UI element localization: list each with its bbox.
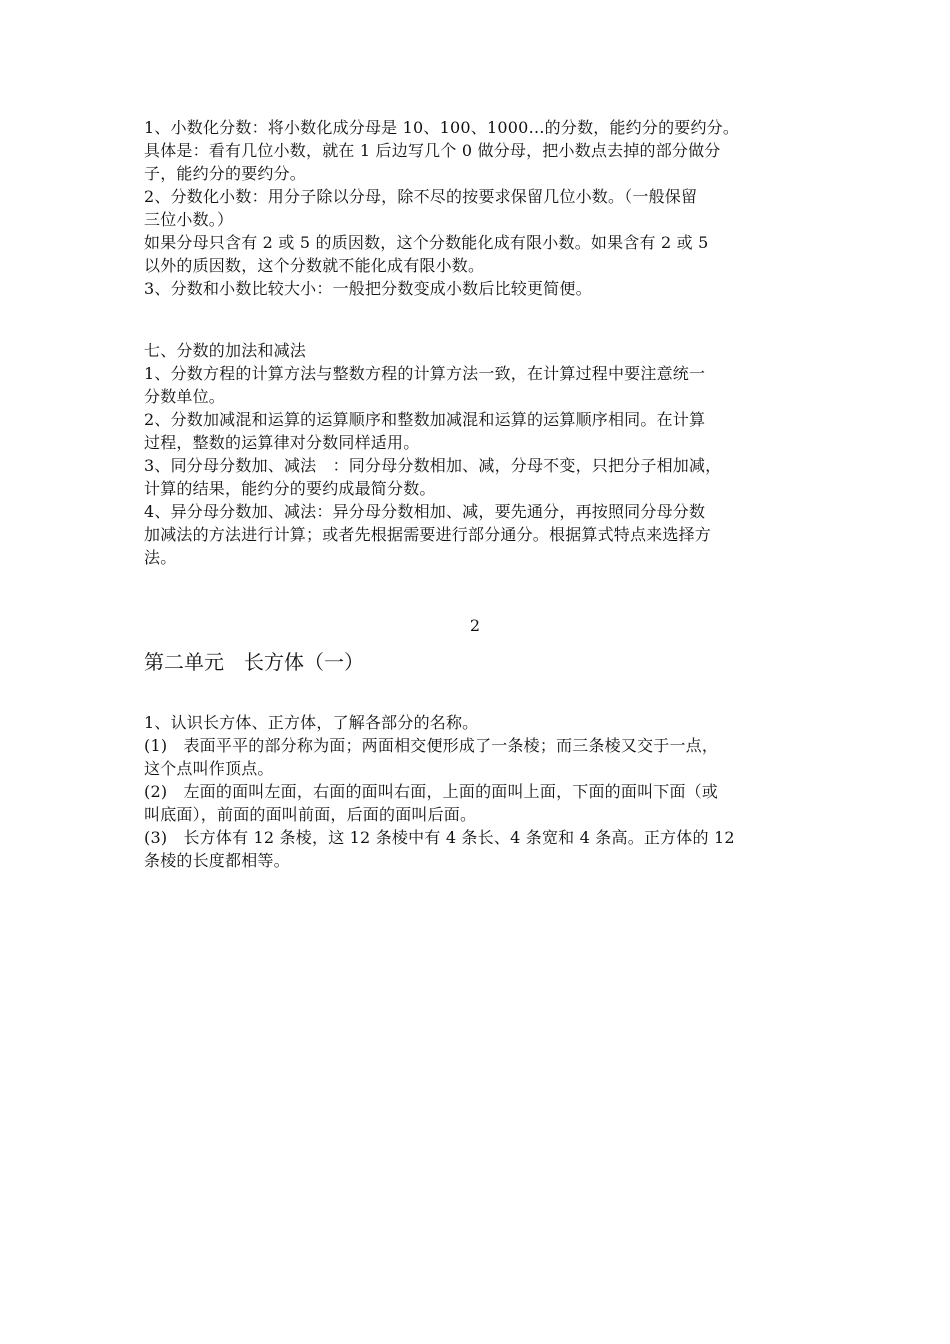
text-line: 分数单位。 bbox=[144, 387, 226, 406]
section-fraction-addition-subtraction bbox=[144, 339, 814, 569]
text-line: 计算的结果，能约分的要约成最简分数。 bbox=[144, 479, 436, 498]
text-line: 条棱的长度都相等。 bbox=[144, 851, 290, 870]
text-line: 2、分数化小数：用分子除以分母，除不尽的按要求保留几位小数。（一般保留 bbox=[144, 187, 698, 206]
text-line: 法。 bbox=[144, 548, 177, 567]
text-line: (1) 表面平平的部分称为面；两面相交便形成了一条棱；而三条棱又交于一点， bbox=[144, 736, 719, 755]
text-line: 叫底面），前面的面叫前面，后面的面叫后面。 bbox=[144, 805, 477, 824]
text-line: 1、分数方程的计算方法与整数方程的计算方法一致，在计算过程中要注意统一 bbox=[144, 364, 706, 383]
unit-heading: 第二单元 长方体（一） bbox=[144, 650, 364, 674]
text-line: 这个点叫作顶点。 bbox=[144, 759, 274, 778]
text-line: 1、小数化分数：将小数化成分母是 10、100、1000…的分数，能约分的要约分。 bbox=[144, 118, 740, 137]
text-line: 子，能约分的要约分。 bbox=[144, 164, 307, 183]
text-line: 过程，整数的运算律对分数同样适用。 bbox=[144, 433, 420, 452]
text-line: 3、同分母分数加、减法 ：同分母分数相加、减，分母不变，只把分子相加减， bbox=[144, 456, 722, 475]
text-line: 具体是：看有几位小数，就在 1 后边写几个 0 做分母，把小数点去掉的部分做分 bbox=[144, 141, 721, 160]
text-line: 加减法的方法进行计算；或者先根据需要进行部分通分。根据算式特点来选择方 bbox=[144, 525, 712, 544]
text-line: 以外的质因数，这个分数就不能化成有限小数。 bbox=[144, 256, 485, 275]
section-fraction-decimal-conversion bbox=[144, 116, 814, 300]
text-line: 4、异分母分数加、减法：异分母分数相加、减，要先通分，再按照同分母分数 bbox=[144, 502, 706, 521]
text-line: (2) 左面的面叫左面，右面的面叫右面，上面的面叫上面，下面的面叫下面（或 bbox=[144, 782, 719, 801]
section-title: 七、分数的加法和减法 bbox=[144, 341, 307, 360]
text-line: 三位小数。） bbox=[144, 210, 234, 229]
text-line: (3) 长方体有 12 条棱，这 12 条棱中有 4 条长、4 条宽和 4 条高。正方体的 12 bbox=[144, 828, 735, 847]
text-line: 如果分母只含有 2 或 5 的质因数，这个分数能化成有限小数。如果含有 2 或 5 bbox=[144, 233, 709, 252]
page-number: 2 bbox=[469, 616, 481, 635]
text-line: 2、分数加减混和运算的运算顺序和整数加减混和运算的运算顺序相同。在计算 bbox=[144, 410, 706, 429]
section-cuboid-basics bbox=[144, 711, 814, 872]
text-line: 1、认识长方体、正方体，了解各部分的名称。 bbox=[144, 713, 479, 732]
text-line: 3、分数和小数比较大小：一般把分数变成小数后比较更简便。 bbox=[144, 279, 592, 298]
